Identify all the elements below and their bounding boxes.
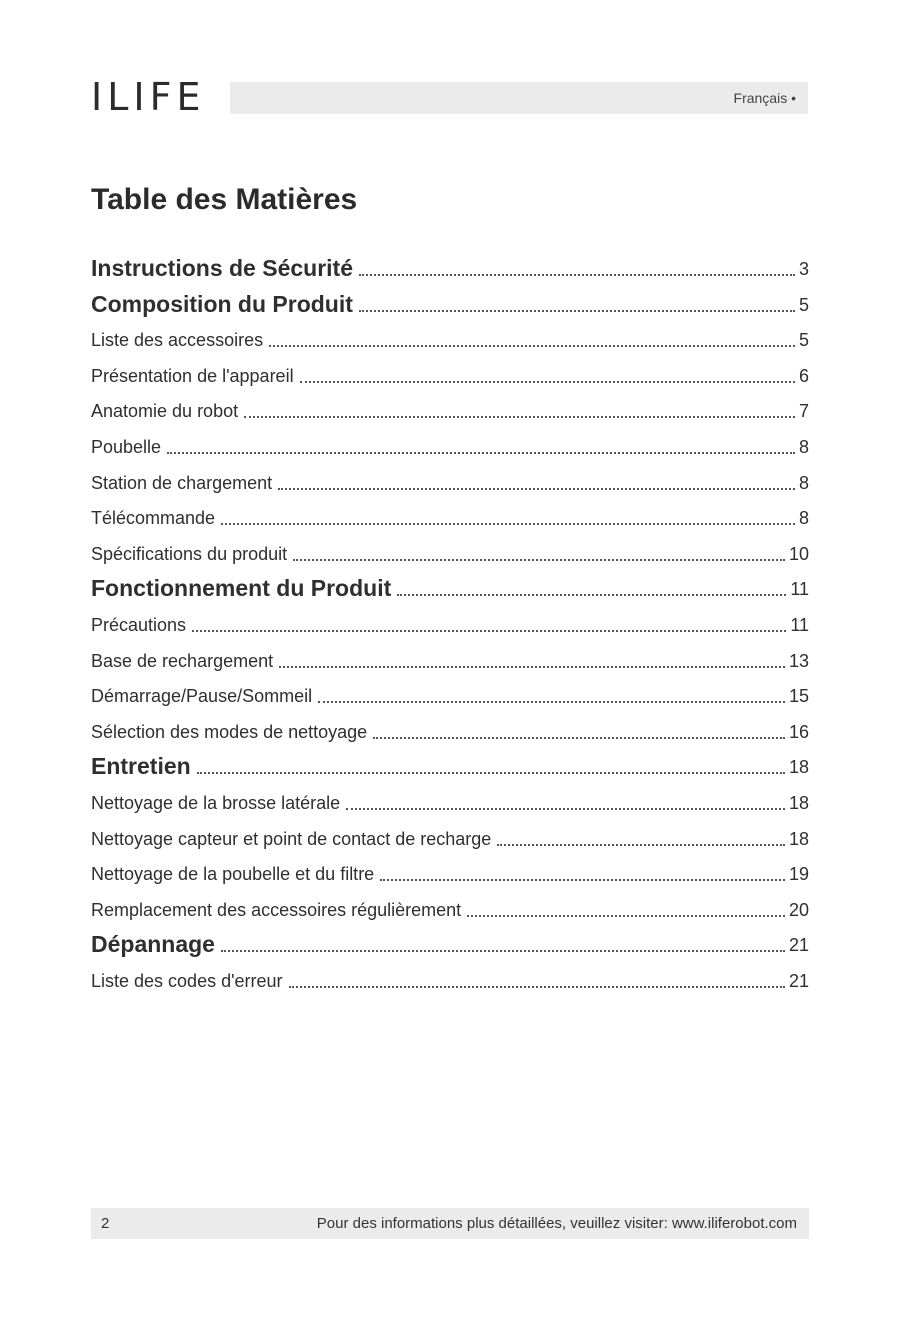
toc-entry-label: Précautions: [91, 615, 187, 635]
dot-leader: [197, 772, 785, 774]
toc-entry-row: [91, 356, 809, 392]
dot-leader: [278, 488, 795, 490]
toc-entry-row: [91, 320, 809, 356]
toc-entry-row: [91, 463, 809, 499]
toc-section-row: [91, 285, 809, 321]
toc-page-number: 11: [790, 615, 809, 635]
toc-page-number: 13: [788, 651, 809, 671]
toc-entry-label: Dépannage: [91, 931, 215, 957]
dot-leader: [380, 879, 785, 881]
dot-leader: [244, 416, 795, 418]
toc-title: Table des Matières: [91, 183, 358, 216]
toc-entry-row: [91, 641, 809, 677]
dot-leader: [269, 345, 795, 347]
toc-section-row: [91, 925, 809, 961]
toc-entry-label: Composition du Produit: [91, 291, 353, 317]
toc-entry-label: Entretien: [91, 753, 191, 779]
toc-entry-label: Station de chargement: [91, 473, 273, 493]
toc-entry-label: Fonctionnement du Produit: [91, 575, 392, 601]
toc-page-number: 18: [788, 793, 809, 813]
dot-leader: [289, 986, 785, 988]
toc-entry-row: [91, 498, 809, 534]
dot-leader: [373, 737, 785, 739]
toc-entry-row: [91, 605, 809, 641]
toc-section-row: [91, 569, 809, 605]
toc-entry-label: Spécifications du produit: [91, 544, 288, 564]
toc-page-number: 21: [788, 935, 809, 955]
dot-leader: [359, 274, 795, 276]
dot-leader: [293, 559, 785, 561]
toc-entry-row: [91, 391, 809, 427]
toc-entry-row: [91, 534, 809, 570]
toc-page-number: 18: [788, 829, 809, 849]
toc-entry-row: [91, 854, 809, 890]
toc-entry-label: Instructions de Sécurité: [91, 255, 354, 281]
toc-page-number: 8: [798, 473, 809, 493]
dot-leader: [346, 808, 785, 810]
toc-entry-label: Anatomie du robot: [91, 401, 239, 421]
toc-entry-label: Nettoyage capteur et point de contact de recharge: [91, 829, 492, 849]
toc-entry-label: Base de rechargement: [91, 651, 274, 671]
language-label: Français •: [733, 90, 796, 106]
dot-leader: [300, 381, 795, 383]
toc-entry-label: Remplacement des accessoires régulièrement: [91, 900, 462, 920]
toc-page-number: 18: [788, 757, 809, 777]
toc-page-number: 10: [788, 544, 809, 564]
dot-leader: [397, 594, 786, 596]
toc-entry-label: Liste des accessoires: [91, 330, 264, 350]
toc-section-row: [91, 249, 809, 285]
toc-entry-row: [91, 676, 809, 712]
toc-entry-label: Télécommande: [91, 508, 216, 528]
toc-entry-label: Liste des codes d'erreur: [91, 971, 283, 991]
toc-entry-label: Poubelle: [91, 437, 162, 457]
toc-entry-label: Nettoyage de la brosse latérale: [91, 793, 341, 813]
toc-page-number: 11: [790, 579, 809, 599]
dot-leader: [221, 523, 795, 525]
dot-leader: [359, 310, 795, 312]
toc-page-number: 21: [788, 971, 809, 991]
dot-leader: [221, 950, 785, 952]
dot-leader: [279, 666, 785, 668]
toc-section-row: [91, 747, 809, 783]
dot-leader: [467, 915, 785, 917]
toc-page-number: 8: [798, 437, 809, 457]
toc-page-number: 5: [798, 330, 809, 350]
footer-bar: [91, 1208, 809, 1239]
footer-info-text: Pour des informations plus détaillées, veuillez visiter: www.iliferobot.com: [316, 1215, 797, 1232]
dot-leader: [318, 701, 785, 703]
toc-page-number: 8: [798, 508, 809, 528]
toc-entry-row: [91, 783, 809, 819]
dot-leader: [497, 844, 785, 846]
dot-leader: [167, 452, 795, 454]
toc-page-number: 19: [788, 864, 809, 884]
toc-page-number: 16: [788, 722, 809, 742]
toc-entry-label: Nettoyage de la poubelle et du filtre: [91, 864, 375, 884]
toc-entry-row: [91, 819, 809, 855]
toc-entry-row: [91, 427, 809, 463]
toc-entry-label: Présentation de l'appareil: [91, 366, 294, 386]
brand-logo: ILIFE: [91, 75, 206, 119]
toc-entry-row: [91, 712, 809, 748]
toc-page-number: 3: [798, 259, 809, 279]
dot-leader: [192, 630, 786, 632]
toc-page-number: 20: [788, 900, 809, 920]
toc-entry-label: Démarrage/Pause/Sommeil: [91, 686, 313, 706]
page-number: 2: [101, 1215, 110, 1232]
toc-page-number: 7: [798, 401, 809, 421]
toc-page-number: 6: [798, 366, 809, 386]
header-bar: [230, 82, 808, 114]
toc-entry-label: Sélection des modes de nettoyage: [91, 722, 368, 742]
toc-entry-row: [91, 890, 809, 926]
toc-entry-row: [91, 961, 809, 997]
toc-page-number: 5: [798, 295, 809, 315]
toc-page-number: 15: [788, 686, 809, 706]
